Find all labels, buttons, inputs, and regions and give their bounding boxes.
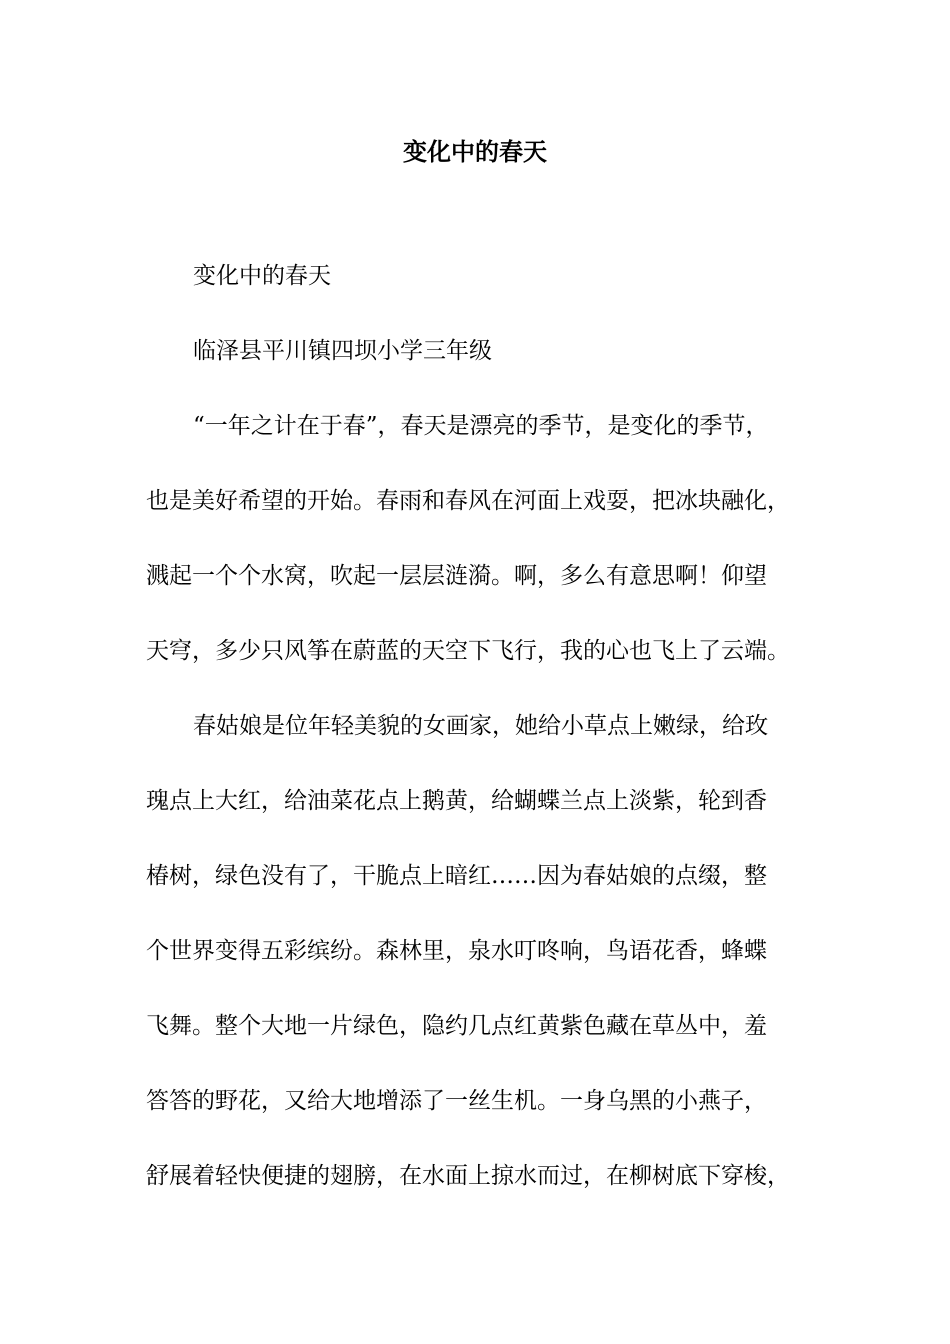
paragraph-1-line-1: “一年之计在于春”，春天是漂亮的季节，是变化的季节， [193, 413, 769, 439]
paragraph-2-line-4: 个世界变得五彩缤纷。森林里，泉水叮咚响，鸟语花香，蜂蝶 [146, 938, 767, 964]
paragraph-1-line-3: 溅起一个个水窝，吹起一层层涟漪。啊，多么有意思啊！仰望 [146, 563, 767, 589]
paragraph-1-line-4: 天穹，多少只风筝在蔚蓝的天空下飞行，我的心也飞上了云端。 [146, 638, 790, 664]
paragraph-2-line-6: 答答的野花，又给大地增添了一丝生机。一身乌黑的小燕子， [146, 1088, 767, 1114]
paragraph-1-line-2: 也是美好希望的开始。春雨和春风在河面上戏耍，把冰块融化， [146, 488, 790, 514]
paragraph-2-line-1: 春姑娘是位年轻美貌的女画家，她给小草点上嫩绿，给玫 [193, 713, 768, 739]
paragraph-2-line-5: 飞舞。整个大地一片绿色，隐约几点红黄紫色藏在草丛中，羞 [146, 1013, 767, 1039]
paragraph-2-line-7: 舒展着轻快便捷的翅膀，在水面上掠水而过，在柳树底下穿梭， [146, 1163, 790, 1189]
author-line: 临泽县平川镇四坝小学三年级 [193, 338, 492, 364]
document-title: 变化中的春天 [403, 137, 547, 166]
subtitle-line: 变化中的春天 [193, 263, 331, 289]
paragraph-2-line-2: 瑰点上大红，给油菜花点上鹅黄，给蝴蝶兰点上淡紫，轮到香 [146, 788, 767, 814]
paragraph-2-line-3: 椿树，绿色没有了，干脆点上暗红……因为春姑娘的点缀，整 [146, 863, 767, 889]
